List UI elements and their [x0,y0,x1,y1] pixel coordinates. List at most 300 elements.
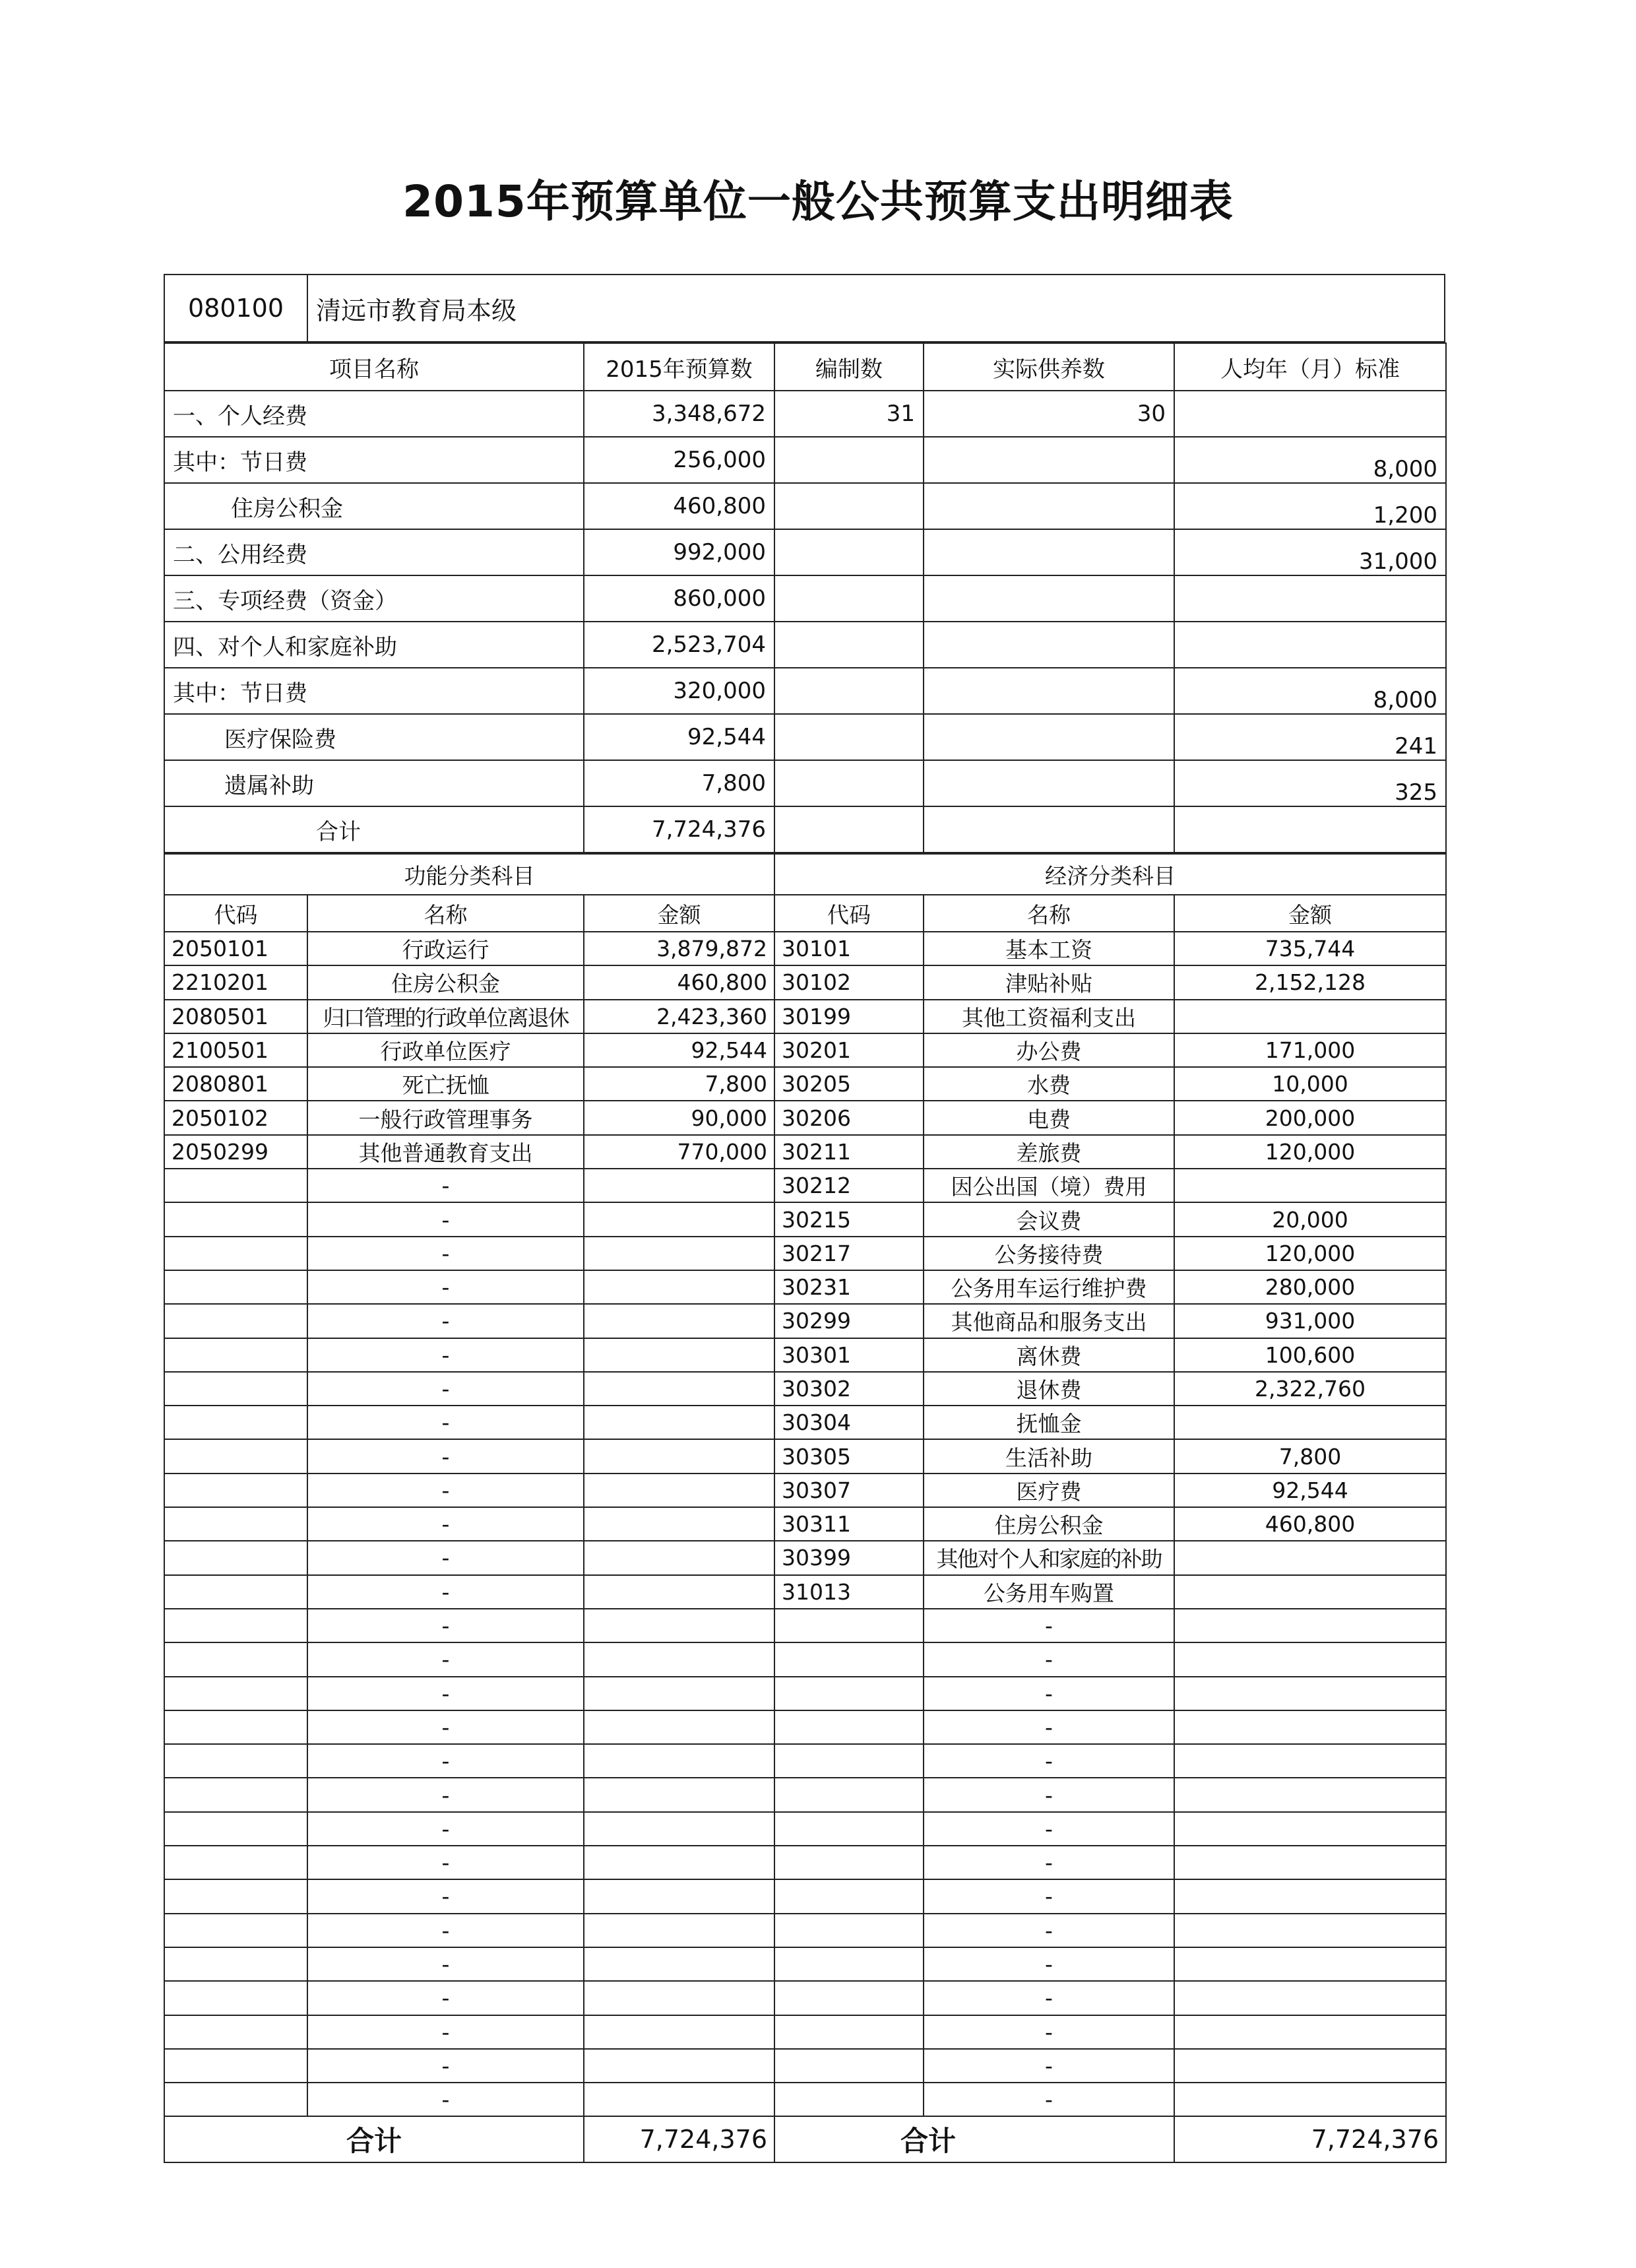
func-code [164,1744,307,1778]
func-code [164,1812,307,1846]
summary-staffing [774,483,924,529]
summary-staffing [774,760,924,806]
func-name: - [307,1270,584,1304]
econ-code: 30311 [774,1507,924,1541]
summary-standard [1174,391,1446,437]
econ-name: - [924,1947,1174,1981]
econ-code-header: 代码 [774,895,924,932]
econ-name: 其他商品和服务支出 [924,1304,1174,1338]
econ-name: 退休费 [924,1372,1174,1406]
summary-actual [924,575,1174,622]
func-amount [584,1947,774,1981]
func-name: - [307,1304,584,1338]
func-amount [584,2015,774,2049]
detail-total-value-left: 7,724,376 [584,2116,774,2162]
detail-total-value-right: 7,724,376 [1174,2116,1446,2162]
detail-row [164,965,1446,999]
detail-row [164,1812,1446,1846]
func-name: - [307,1338,584,1372]
func-name: - [307,1778,584,1811]
summary-standard: 8,000 [1174,437,1446,483]
summary-total-label: 合计 [164,806,584,853]
econ-name: - [924,1609,1174,1642]
summary-budget: 2,523,704 [584,622,774,668]
econ-name: - [924,1778,1174,1811]
summary-row [164,668,1446,714]
func-name: - [307,1981,584,2015]
func-amount: 460,800 [584,965,774,999]
detail-row [164,1101,1446,1134]
func-amount [584,1372,774,1406]
summary-total-value: 7,724,376 [584,806,774,853]
summary-staffing [774,529,924,575]
detail-total-label-left: 合计 [164,2116,584,2162]
detail-row [164,1914,1446,1947]
func-name: - [307,1202,584,1236]
func-amount: 7,800 [584,1067,774,1101]
econ-amount [1174,1541,1446,1574]
econ-amount [1174,1812,1446,1846]
func-code [164,1778,307,1811]
func-code [164,1879,307,1913]
func-code: 2050299 [164,1135,307,1169]
func-code [164,1304,307,1338]
func-amount: 92,544 [584,1033,774,1067]
func-name: - [307,1541,584,1574]
econ-code: 30199 [774,1000,924,1033]
econ-amount [1174,1914,1446,1947]
func-code [164,1642,307,1676]
summary-item-name: 一、个人经费 [164,391,584,437]
func-amount [584,1778,774,1811]
econ-name: 会议费 [924,1202,1174,1236]
econ-code [774,1778,924,1811]
econ-name: 公务接待费 [924,1237,1174,1270]
func-name: - [307,1169,584,1202]
econ-amount: 280,000 [1174,1270,1446,1304]
econ-code: 30217 [774,1237,924,1270]
unit-row [164,275,1445,342]
detail-row [164,1406,1446,1439]
detail-row [164,1135,1446,1169]
econ-amount [1174,1169,1446,1202]
detail-row [164,1507,1446,1541]
detail-table [164,853,1447,2163]
econ-name: 抚恤金 [924,1406,1174,1439]
func-name: - [307,1947,584,1981]
detail-row [164,1338,1446,1372]
summary-row [164,575,1446,622]
summary-body [164,391,1446,806]
econ-code: 30206 [774,1101,924,1134]
econ-code [774,2049,924,2083]
summary-actual [924,668,1174,714]
func-code [164,1541,307,1574]
summary-total-empty [924,806,1174,853]
func-amount [584,1914,774,1947]
econ-amount: 200,000 [1174,1101,1446,1134]
func-name: - [307,2049,584,2083]
func-amount [584,1270,774,1304]
econ-code [774,1677,924,1710]
econ-code [774,1710,924,1744]
summary-standard: 241 [1174,714,1446,760]
func-amount [584,1202,774,1236]
summary-row [164,437,1446,483]
func-name: - [307,1846,584,1879]
detail-row [164,1439,1446,1473]
func-code [164,1914,307,1947]
func-amount [584,1812,774,1846]
econ-name: 其他工资福利支出 [924,1000,1174,1033]
econ-name: 电费 [924,1101,1174,1134]
func-amount [584,1677,774,1710]
econ-name: - [924,1744,1174,1778]
econ-amount: 100,600 [1174,1338,1446,1372]
func-name: - [307,1879,584,1913]
detail-body [164,932,1446,2116]
detail-row [164,1981,1446,2015]
func-code: 2100501 [164,1033,307,1067]
detail-row [164,1710,1446,1744]
summary-item-name: 住房公积金 [164,483,584,529]
summary-header-name: 项目名称 [164,343,584,391]
func-name: - [307,2083,584,2116]
summary-total-row [164,806,1446,853]
econ-code [774,1914,924,1947]
summary-actual: 30 [924,391,1174,437]
econ-name: 其他对个人和家庭的补助 [924,1541,1174,1574]
detail-row [164,1744,1446,1778]
func-amount [584,1710,774,1744]
econ-code [774,1609,924,1642]
func-name: - [307,1710,584,1744]
func-amount: 3,879,872 [584,932,774,965]
summary-standard: 325 [1174,760,1446,806]
func-amount: 90,000 [584,1101,774,1134]
summary-table [164,342,1447,853]
econ-amount [1174,1406,1446,1439]
detail-total-row [164,2116,1446,2162]
summary-standard: 8,000 [1174,668,1446,714]
econ-amount: 460,800 [1174,1507,1446,1541]
econ-code [774,1981,924,2015]
econ-name: 基本工资 [924,932,1174,965]
func-name: 其他普通教育支出 [307,1135,584,1169]
econ-amount [1174,1947,1446,1981]
econ-name: - [924,1812,1174,1846]
func-amount [584,1474,774,1507]
summary-row [164,714,1446,760]
func-name: 归口管理的行政单位离退休 [307,1000,584,1033]
summary-budget: 320,000 [584,668,774,714]
detail-row [164,1270,1446,1304]
func-amount-header: 金额 [584,895,774,932]
unit-name: 清远市教育局本级 [307,275,1445,342]
summary-budget: 460,800 [584,483,774,529]
func-name: - [307,1642,584,1676]
func-amount [584,1439,774,1473]
func-code: 2080801 [164,1067,307,1101]
econ-name: 公务用车购置 [924,1575,1174,1609]
detail-row [164,1372,1446,1406]
summary-actual [924,529,1174,575]
func-amount: 770,000 [584,1135,774,1169]
summary-item-name: 遗属补助 [164,760,584,806]
detail-row [164,1000,1446,1033]
econ-amount: 92,544 [1174,1474,1446,1507]
func-code [164,1677,307,1710]
summary-row [164,622,1446,668]
econ-amount: 171,000 [1174,1033,1446,1067]
summary-row [164,529,1446,575]
func-code [164,1507,307,1541]
func-code [164,1846,307,1879]
econ-amount [1174,1778,1446,1811]
econ-code [774,1642,924,1676]
func-name: - [307,1439,584,1473]
summary-header-standard: 人均年（月）标准 [1174,343,1446,391]
func-code [164,1609,307,1642]
econ-amount: 735,744 [1174,932,1446,965]
func-name: 死亡抚恤 [307,1067,584,1101]
func-amount [584,1237,774,1270]
detail-row [164,2049,1446,2083]
econ-name: - [924,1642,1174,1676]
econ-code: 30231 [774,1270,924,1304]
econ-name: - [924,1677,1174,1710]
summary-actual [924,622,1174,668]
econ-amount: 20,000 [1174,1202,1446,1236]
func-code: 2080501 [164,1000,307,1033]
summary-staffing: 31 [774,391,924,437]
econ-amount [1174,1981,1446,2015]
econ-amount: 120,000 [1174,1237,1446,1270]
func-code [164,1947,307,1981]
econ-code: 30102 [774,965,924,999]
detail-row [164,1237,1446,1270]
func-name: - [307,1812,584,1846]
func-name: - [307,1507,584,1541]
func-amount [584,1406,774,1439]
func-amount [584,1846,774,1879]
econ-code: 30304 [774,1406,924,1439]
detail-row [164,1642,1446,1676]
summary-row [164,391,1446,437]
func-name: - [307,1575,584,1609]
detail-column-header-row [164,895,1446,932]
func-amount [584,1981,774,2015]
econ-amount [1174,2083,1446,2116]
econ-name: 公务用车运行维护费 [924,1270,1174,1304]
econ-name: 住房公积金 [924,1507,1174,1541]
econ-name-header: 名称 [924,895,1174,932]
func-name-header: 名称 [307,895,584,932]
func-code [164,2015,307,2049]
econ-name: - [924,1914,1174,1947]
func-code [164,1439,307,1473]
detail-row [164,1033,1446,1067]
summary-total-empty [774,806,924,853]
econ-amount: 120,000 [1174,1135,1446,1169]
econ-amount [1174,1846,1446,1879]
econ-amount-header: 金额 [1174,895,1446,932]
summary-total-empty [1174,806,1446,853]
summary-item-name: 四、对个人和家庭补助 [164,622,584,668]
summary-budget: 256,000 [584,437,774,483]
econ-name: - [924,2083,1174,2116]
econ-amount [1174,1000,1446,1033]
summary-budget: 860,000 [584,575,774,622]
econ-name: 离休费 [924,1338,1174,1372]
func-amount [584,2049,774,2083]
econ-code [774,1879,924,1913]
detail-total-label-right: 合计 [774,2116,1174,2162]
summary-staffing [774,622,924,668]
func-code [164,1575,307,1609]
func-name: - [307,1914,584,1947]
page-title: 2015年预算单位一般公共预算支出明细表 [402,176,1234,227]
econ-amount [1174,1575,1446,1609]
func-name: - [307,1372,584,1406]
detail-row [164,2083,1446,2116]
econ-code: 30211 [774,1135,924,1169]
unit-code: 080100 [164,275,307,342]
func-name: - [307,1744,584,1778]
detail-row [164,1677,1446,1710]
func-code [164,1270,307,1304]
func-code [164,1338,307,1372]
summary-actual [924,483,1174,529]
econ-name: 差旅费 [924,1135,1174,1169]
summary-standard: 31,000 [1174,529,1446,575]
econ-code: 30301 [774,1338,924,1372]
summary-item-name: 其中：节日费 [164,437,584,483]
econ-name: 津贴补贴 [924,965,1174,999]
summary-header-budget: 2015年预算数 [584,343,774,391]
econ-name: 因公出国（境）费用 [924,1169,1174,1202]
econ-code: 30101 [774,932,924,965]
func-code-header: 代码 [164,895,307,932]
detail-row [164,1474,1446,1507]
econ-code: 30201 [774,1033,924,1067]
summary-actual [924,714,1174,760]
func-amount: 2,423,360 [584,1000,774,1033]
econ-name: 生活补助 [924,1439,1174,1473]
func-code [164,2049,307,2083]
econ-code: 30299 [774,1304,924,1338]
func-code [164,1169,307,1202]
summary-staffing [774,668,924,714]
func-amount [584,1609,774,1642]
func-name: 住房公积金 [307,965,584,999]
econ-amount [1174,2015,1446,2049]
econ-amount [1174,1879,1446,1913]
econ-amount: 2,152,128 [1174,965,1446,999]
econ-code [774,1947,924,1981]
summary-header-actual: 实际供养数 [924,343,1174,391]
econ-name: - [924,2015,1174,2049]
econ-amount: 10,000 [1174,1067,1446,1101]
func-amount [584,1575,774,1609]
econ-amount [1174,2049,1446,2083]
economic-title: 经济分类科目 [774,854,1446,895]
func-code [164,1981,307,2015]
summary-item-name: 其中：节日费 [164,668,584,714]
summary-item-name: 二、公用经费 [164,529,584,575]
summary-budget: 3,348,672 [584,391,774,437]
detail-row [164,1202,1446,1236]
func-amount [584,1642,774,1676]
func-code [164,1237,307,1270]
func-code: 2050101 [164,932,307,965]
econ-amount [1174,1744,1446,1778]
func-amount [584,2083,774,2116]
func-amount [584,1169,774,1202]
summary-budget: 92,544 [584,714,774,760]
func-code: 2210201 [164,965,307,999]
summary-header-staffing: 编制数 [774,343,924,391]
summary-staffing [774,575,924,622]
econ-name: - [924,1981,1174,2015]
econ-name: - [924,1710,1174,1744]
econ-name: - [924,1879,1174,1913]
func-amount [584,1879,774,1913]
func-amount [584,1338,774,1372]
func-code [164,2083,307,2116]
econ-code: 30302 [774,1372,924,1406]
econ-name: - [924,2049,1174,2083]
econ-amount [1174,1642,1446,1676]
detail-row [164,1575,1446,1609]
func-name: - [307,1237,584,1270]
func-amount [584,1744,774,1778]
econ-code [774,2083,924,2116]
detail-row [164,1304,1446,1338]
econ-amount: 2,322,760 [1174,1372,1446,1406]
func-name: - [307,1677,584,1710]
summary-actual [924,437,1174,483]
summary-standard: 1,200 [1174,483,1446,529]
summary-header-row [164,343,1446,391]
func-name: - [307,1474,584,1507]
func-name: 行政单位医疗 [307,1033,584,1067]
econ-code: 30399 [774,1541,924,1574]
func-name: 行政运行 [307,932,584,965]
detail-section-row [164,854,1446,895]
econ-code: 30212 [774,1169,924,1202]
func-name: - [307,1609,584,1642]
econ-code [774,1812,924,1846]
econ-code: 30307 [774,1474,924,1507]
econ-amount: 931,000 [1174,1304,1446,1338]
func-name: - [307,1406,584,1439]
econ-name: - [924,1846,1174,1879]
econ-amount [1174,1609,1446,1642]
summary-item-name: 医疗保险费 [164,714,584,760]
func-amount [584,1507,774,1541]
detail-row [164,1879,1446,1913]
func-code [164,1372,307,1406]
func-amount [584,1541,774,1574]
detail-row [164,1541,1446,1574]
budget-sheet [164,274,1445,2163]
summary-row [164,483,1446,529]
func-name: - [307,2015,584,2049]
econ-name: 水费 [924,1067,1174,1101]
func-code [164,1710,307,1744]
func-code: 2050102 [164,1101,307,1134]
